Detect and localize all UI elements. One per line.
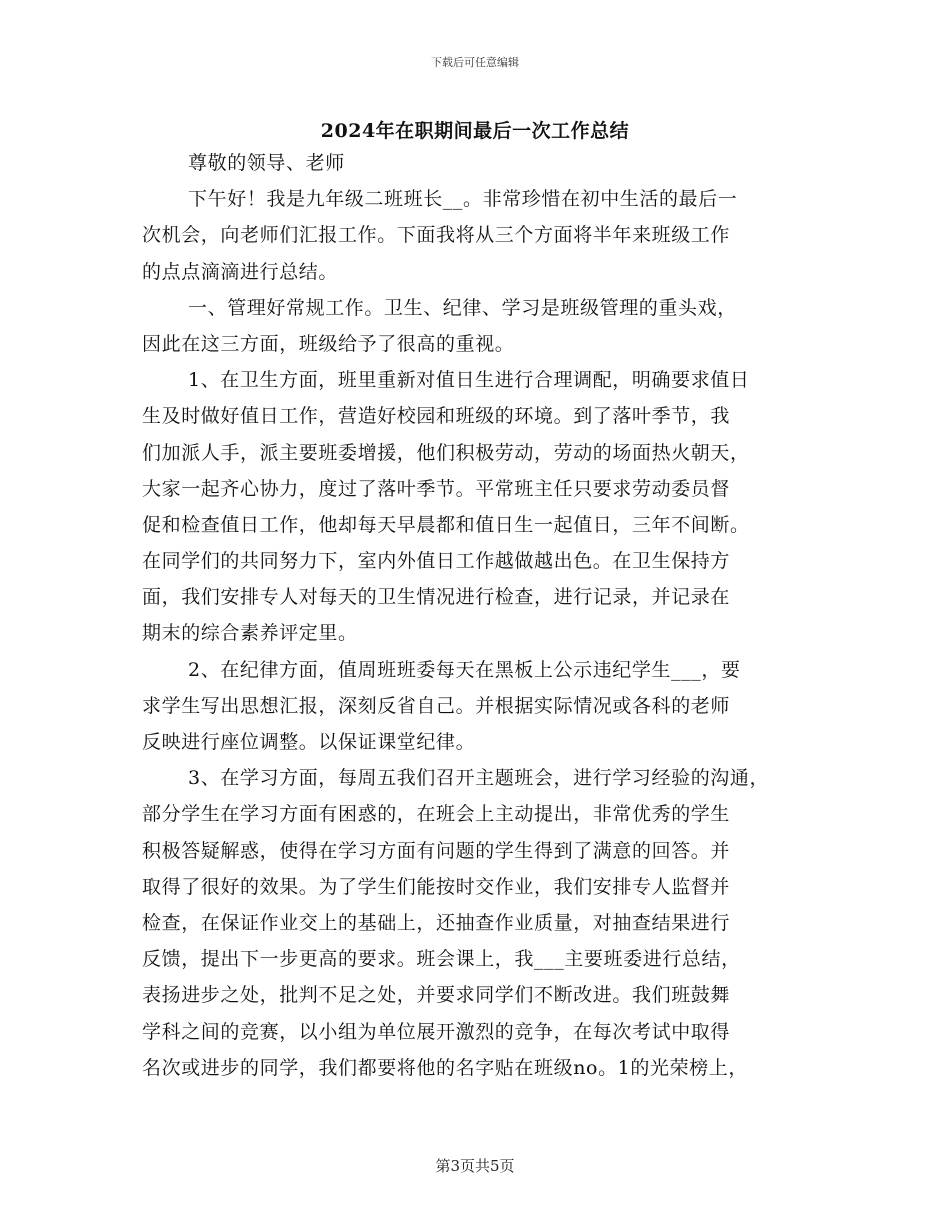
- text-line: 生及时做好值日工作，营造好校园和班级的环境。到了落叶季节，我: [142, 405, 731, 428]
- text-line: 大家一起齐心协力，度过了落叶季节。平常班主任只要求劳动委员督: [142, 477, 731, 500]
- text-line: 下午好！我是九年级二班班长__。非常珍惜在初中生活的最后一: [188, 188, 738, 211]
- document-body: [142, 145, 822, 1086]
- text-line: 3、在学习方面，每周五我们召开主题班会，进行学习经验的沟通，: [188, 767, 770, 790]
- text-line: 在同学们的共同努力下，室内外值日工作越做越出色。在卫生保持方: [142, 550, 731, 573]
- page-footer: 第3页共5页: [435, 1157, 515, 1175]
- text-line: 2、在纪律方面，值周班班委每天在黑板上公示违纪学生___，要: [188, 658, 741, 681]
- text-line: 积极答疑解惑，使得在学习方面有问题的学生得到了满意的回答。并: [142, 839, 731, 862]
- text-line: 们加派人手，派主要班委增援，他们积极劳动，劳动的场面热火朝天，: [142, 441, 750, 464]
- text-line: 反映进行座位调整。以保证课堂纪律。: [142, 731, 476, 753]
- text-line: 检查，在保证作业交上的基础上，还抽查作业质量，对抽查结果进行: [142, 911, 731, 934]
- text-line: 因此在这三方面，班级给予了很高的重视。: [142, 332, 515, 355]
- text-line: 表扬进步之处，批判不足之处，并要求同学们不断改进。我们班鼓舞: [142, 984, 731, 1007]
- page-header-note: 下载后可任意编辑: [431, 56, 519, 69]
- text-line: 尊敬的领导、老师: [188, 152, 345, 174]
- text-line: 的点点滴滴进行总结。: [142, 260, 339, 283]
- text-line: 促和检查值日工作，他却每天早晨都和值日生一起值日，三年不间断。: [142, 513, 750, 536]
- text-line: 名次或进步的同学，我们都要将他的名字贴在班级no。1的光荣榜上，: [142, 1056, 748, 1079]
- text-line: 取得了很好的效果。为了学生们能按时交作业，我们安排专人监督并: [142, 875, 731, 898]
- text-line: 一、管理好常规工作。卫生、纪律、学习是班级管理的重头戏，: [188, 296, 737, 319]
- text-line: 部分学生在学习方面有困惑的，在班会上主动提出，非常优秀的学生: [142, 803, 731, 826]
- text-line: 1、在卫生方面，班里重新对值日生进行合理调配，明确要求值日: [188, 369, 750, 392]
- document-title: 2024年在职期间最后一次工作总结: [320, 120, 630, 142]
- text-line: 反馈，提出下一步更高的要求。班会课上，我___主要班委进行总结，: [142, 948, 741, 971]
- text-line: 期末的综合素养评定里。: [142, 622, 358, 645]
- text-line: 求学生写出思想汇报，深刻反省自己。并根据实际情况或各科的老师: [142, 694, 731, 717]
- text-line: 学科之间的竞赛，以小组为单位展开激烈的竞争，在每次考试中取得: [142, 1020, 731, 1043]
- text-line: 次机会，向老师们汇报工作。下面我将从三个方面将半年来班级工作: [142, 224, 731, 247]
- text-line: 面，我们安排专人对每天的卫生情况进行检查，进行记录，并记录在: [142, 586, 731, 609]
